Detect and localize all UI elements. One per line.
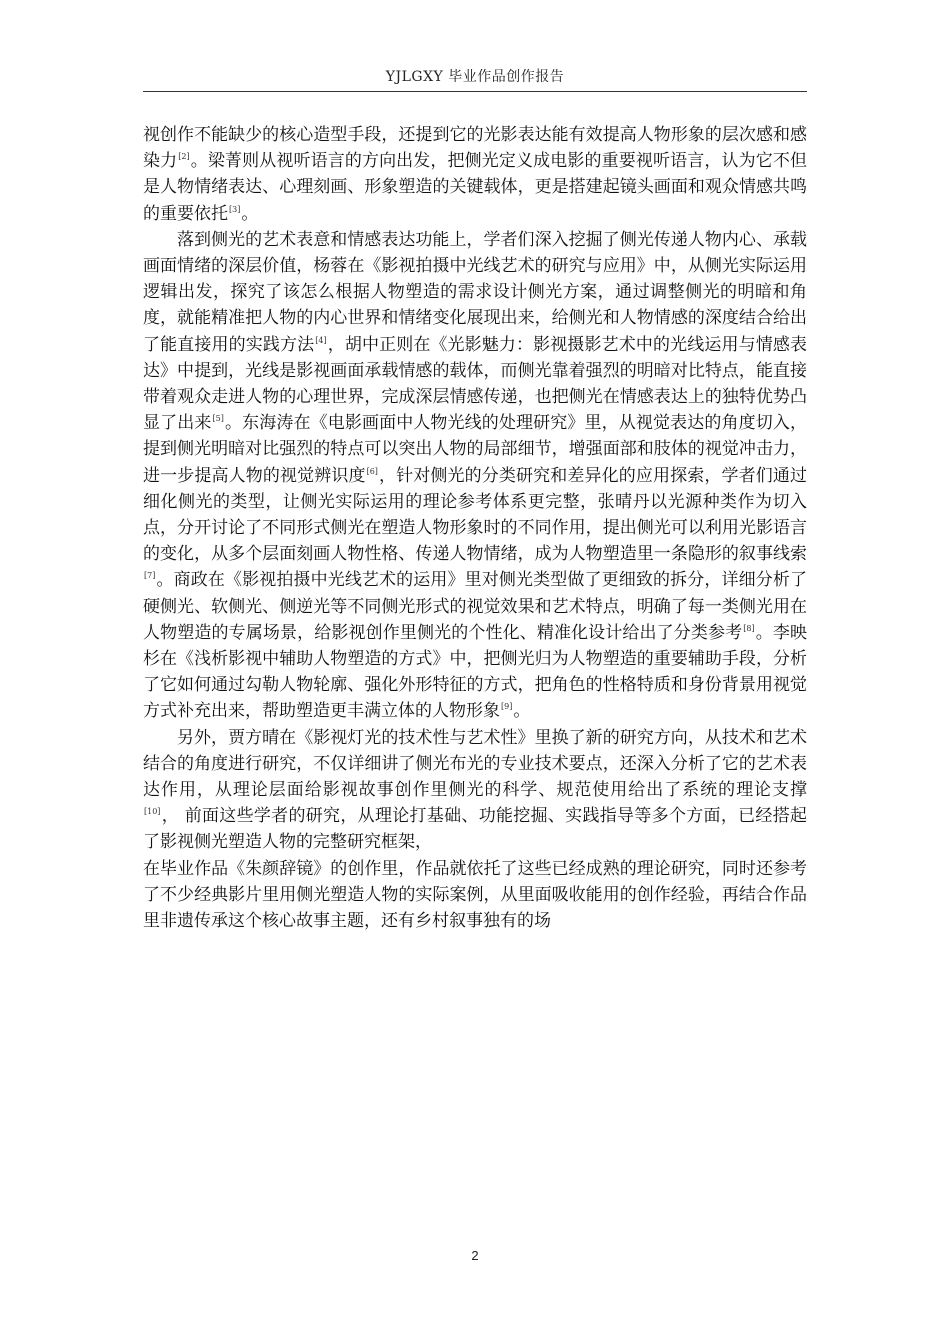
text-run: 。 [513,701,531,722]
text-run: 。商政在《影视拍摄中光线艺术的运用》里对侧光类型做了更细致的拆分，详细分析了硬侧光、软侧光、侧逆光等不同侧光形式的视觉效果和艺术特点，明确了每一类侧光用在人物塑造的专属场景，给影视创作里侧光的个性化、精准化设计给出了分类参考 [143,570,807,643]
text-run: 在毕业作品《朱颜辞镜》的创作里，作品就依托了这些已经成熟的理论研究，同时还参考了不少经典影片里用侧光塑造人物的实际案例，从里面吸收能用的创作经验，再结合作品里非遗传承这个核心故事主题，还有乡村叙事独有的场 [143,858,807,932]
citation-ref: [4] [315,335,327,345]
citation-ref: [9] [501,702,513,712]
body-text [143,122,807,934]
citation-ref: [8] [743,623,755,633]
text-run: ，针对侧光的分类研究和差异化的应用探索，学者们通过细化侧光的类型，让侧光实际运用的理论参考体系更完整，张晴丹以光源种类作为切入点，分开讨论了不同形式侧光在塑造人物形象时的不同作用，提出侧光可以利用光影语言的变化，从多个层面刻画人物性格、传递人物情绪，成为人物塑造里一条隐形的叙事线索 [143,465,807,565]
text-run: 。梁菁则从视听语言的方向出发，把侧光定义成电影的重要视听语言，认为它不但是人物情绪表达、心理刻画、形象塑造的关键载体，更是搭建起镜头画面和观众情感共鸣的重要依托 [143,151,808,224]
text-run: ， 前面这些学者的研究，从理论打基础、功能挖掘、实践指导等多个方面，已经搭起了影视侧光塑造人物的完整研究框架， [143,806,807,853]
citation-ref: [2] [178,152,190,162]
citation-ref: [3] [229,204,241,214]
page-number: 2 [471,1248,479,1263]
paragraph [143,856,807,935]
citation-ref: [7] [144,571,156,581]
paragraph [143,227,807,725]
text-run: 另外，贾方晴在《影视灯光的技术性与艺术性》里换了新的研究方向，从技术和艺术结合的角度进行研究，不仅详细讲了侧光布光的专业技术要点，还深入分析了它的艺术表达作用，从理论层面给影视故事创作里侧光的科学、规范使用给出了系统的理论支撑 [143,727,807,801]
text-run: 。东海涛在《电影画面中人物光线的处理研究》里，从视觉表达的角度切入，提到侧光明暗对比强烈的特点可以突出人物的局部细节，增强面部和肢体的视觉冲击力，进一步提高人物的视觉辨识度 [143,413,808,486]
citation-ref: [6] [366,466,378,476]
citation-ref: [5] [212,414,224,424]
paragraph [143,725,807,856]
text-run: ，胡中正则在《光影魅力：影视摄影艺术中的光线运用与情感表达》中提到，光线是影视画面承载情感的载体，而侧光靠着强烈的明暗对比特点，能直接带着观众走进人物的心理世界，完成深层情感传递，也把侧光在情感表达上的独特优势凸显了出来 [143,334,808,434]
text-run: 。 [241,203,259,224]
citation-ref: [10] [144,807,161,817]
text-run: 落到侧光的艺术表意和情感表达功能上，学者们深入挖掘了侧光传递人物内心、承载画面情绪的深层价值，杨蓉在《影视拍摄中光线艺术的研究与应用》中，从侧光实际运用逻辑出发，探究了该怎么根据人物塑造的需求设计侧光方案，通过调整侧光的明暗和角度，就能精准把人物的内心世界和情绪变化展现出来，给侧光和人物情感的深度结合给出了能直接用的实践方法 [143,229,807,355]
page-header: YJLGXY 毕业作品创作报告 [385,69,565,85]
text-run: 视创作不能缺少的核心造型手段，还提到它的光影表达能有效提高人物形象的层次感和感染力 [143,125,807,172]
text-run: 。李映杉在《浅析影视中辅助人物塑造的方式》中，把侧光归为人物塑造的重要辅助手段，分析了它如何通过勾勒人物轮廓、强化外形特征的方式，把角色的性格特质和身份背景用视觉方式补充出来，帮助塑造更丰满立体的人物形象 [143,622,808,722]
header-rule [143,91,807,92]
paragraph [143,122,807,227]
